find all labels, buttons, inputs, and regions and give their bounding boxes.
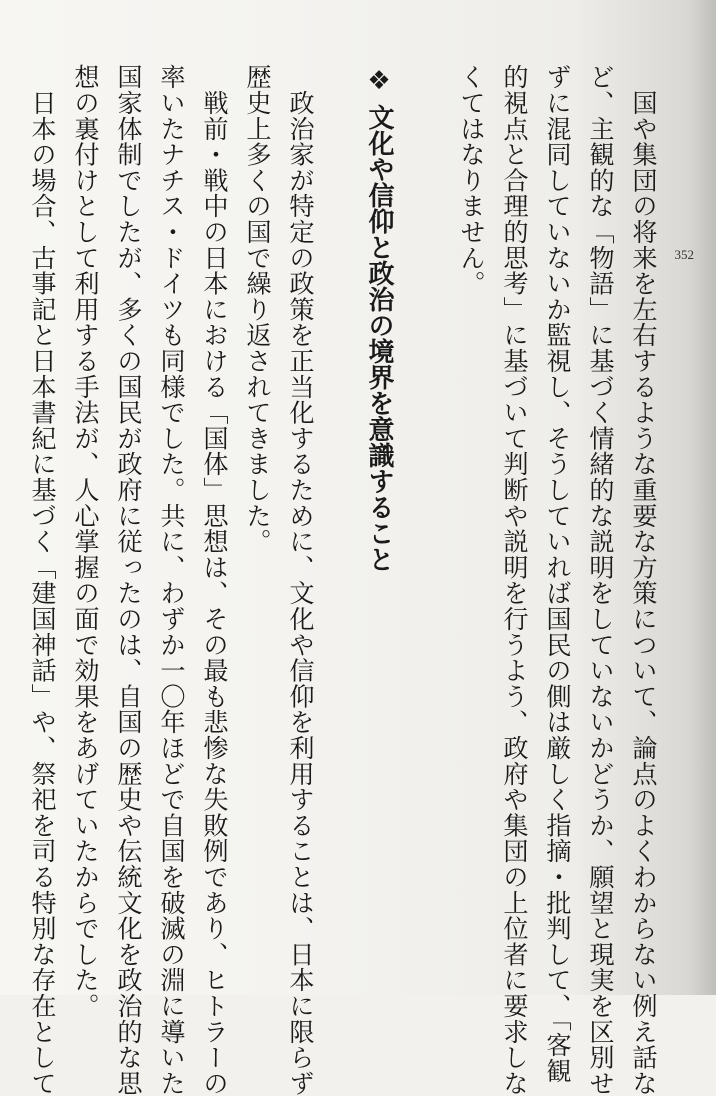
- diamond-bullet-icon: ❖: [364, 66, 394, 96]
- text-line-p2-5: 国家体制でしたが、多くの国民が政府に従ったのは、自国の歴史や伝統文化を政治的な思: [114, 64, 143, 1096]
- text-line-p2-7: 日本の場合、古事記と日本書紀に基づく「建国神話」や、祭祀を司る特別な存在として: [28, 64, 57, 1096]
- section-heading-text: 文化や信仰と政治の境界を意識すること: [364, 104, 394, 572]
- text-line-p1-3: ずに混同していないか監視し、そうしていれば国民の側は厳しく指摘・批判して、「客観: [543, 64, 572, 1084]
- text-line-p1-2: ど、主観的な「物語」に基づく情緒的な説明をしていないかどうか、願望と現実を区別せ: [586, 64, 615, 1096]
- text-line-p2-2: 歴史上多くの国で繰り返されてきました。: [243, 64, 272, 555]
- text-line-p2-4: 率いたナチス・ドイツも同様でした。共に、わずか一〇年ほどで自国を破滅の淵に導いた: [157, 64, 186, 1096]
- text-line-p2-3: 戦前・戦中の日本における「国体」思想は、その最も悲惨な失敗例であり、ヒトラーの: [200, 64, 229, 1096]
- text-line-p1-4: 的視点と合理的思考」に基づいて判断や説明を行うよう、政府や集団の上位者に要求しな: [500, 64, 529, 1096]
- section-heading: [364, 66, 394, 572]
- text-line-p2-6: 想の裏付けとして利用する手法が、人心掌握の面で効果をあげていたからでした。: [71, 64, 100, 1019]
- text-line-p1-1: 国や集団の将来を左右するような重要な方策について、論点のよくわからない例え話な: [629, 64, 658, 1096]
- text-line-p1-5: くてはなりません。: [457, 64, 486, 297]
- text-line-p2-1: 政治家が特定の政策を正当化するために、文化や信仰を利用することは、日本に限らず: [286, 64, 315, 1096]
- page-number: 352: [674, 247, 694, 262]
